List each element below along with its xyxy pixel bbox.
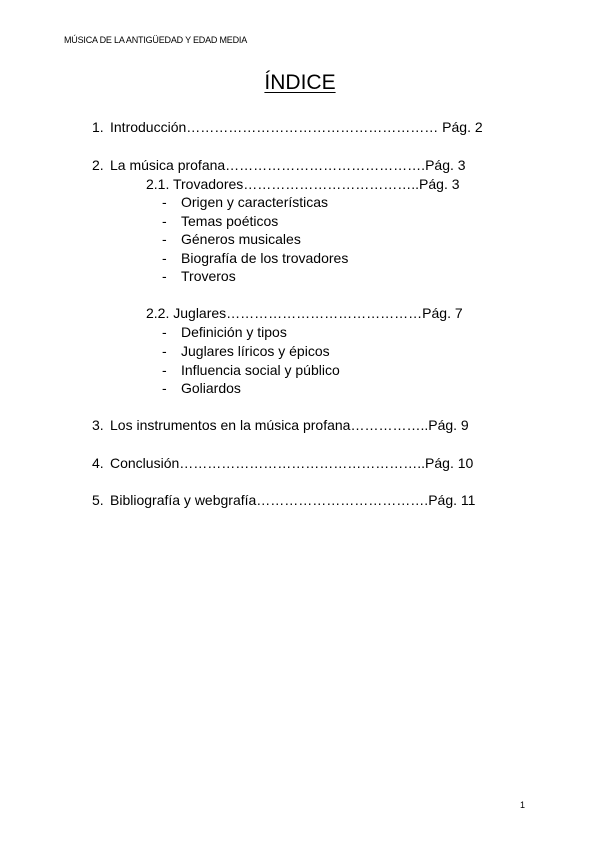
toc-entry-musica-profana[interactable] bbox=[92, 156, 466, 174]
toc-number: 3. bbox=[92, 417, 104, 433]
toc-subitem bbox=[162, 249, 348, 267]
toc-entry-text: 2.1. Trovadores………………………………..Pág. 3 bbox=[146, 176, 460, 192]
toc-subitem-text: Juglares líricos y épicos bbox=[181, 343, 330, 359]
toc-subitem-text: Temas poéticos bbox=[181, 213, 279, 229]
toc-entry-text: Introducción……………………………………………… Pág. 2 bbox=[110, 119, 483, 135]
toc-number: 1. bbox=[92, 119, 104, 135]
toc-subitem-text: Influencia social y público bbox=[181, 362, 340, 378]
bullet: - bbox=[162, 194, 167, 210]
toc-subitem-text: Goliardos bbox=[181, 380, 241, 396]
toc-number: 2. bbox=[92, 157, 104, 173]
toc-subitem bbox=[162, 193, 328, 211]
toc-subitem bbox=[162, 379, 241, 397]
bullet: - bbox=[162, 268, 167, 284]
toc-entry-juglares[interactable] bbox=[146, 304, 463, 322]
toc-entry-instrumentos[interactable] bbox=[92, 416, 469, 434]
toc-entry-text: 2.2. Juglares……………………………………Pág. 7 bbox=[146, 305, 463, 321]
toc-subitem-text: Biografía de los trovadores bbox=[181, 250, 349, 266]
running-header: MÚSICA DE LA ANTIGÜEDAD Y EDAD MEDIA bbox=[64, 35, 248, 45]
bullet: - bbox=[162, 324, 167, 340]
toc-entry-text: Conclusión……………………………………………..Pág. 10 bbox=[110, 455, 474, 471]
toc-number: 4. bbox=[92, 455, 104, 471]
toc-entry-text: La música profana…………………………………….Pág. 3 bbox=[110, 157, 466, 173]
toc-entry-introduccion[interactable] bbox=[92, 118, 483, 136]
page-title: ÍNDICE bbox=[264, 71, 336, 94]
toc-subitem bbox=[162, 267, 236, 285]
toc-subitem-text: Géneros musicales bbox=[181, 231, 301, 247]
bullet: - bbox=[162, 231, 167, 247]
bullet: - bbox=[162, 213, 167, 229]
toc-subitem-text: Troveros bbox=[181, 268, 236, 284]
page-number: 1 bbox=[519, 800, 525, 810]
toc-entry-text: Bibliografía y webgrafía……………………………….Pág. 11 bbox=[110, 492, 476, 508]
bullet: - bbox=[162, 362, 167, 378]
toc-entry-bibliografia[interactable] bbox=[92, 491, 475, 509]
bullet: - bbox=[162, 380, 167, 396]
toc-subitem bbox=[162, 212, 278, 230]
toc-subitem bbox=[162, 361, 340, 379]
toc-subitem-text: Definición y tipos bbox=[181, 324, 287, 340]
bullet: - bbox=[162, 250, 167, 266]
bullet: - bbox=[162, 343, 167, 359]
toc-entry-conclusion[interactable] bbox=[92, 454, 473, 472]
toc-entry-text: Los instrumentos en la música profana……………..Pág. 9 bbox=[110, 417, 469, 433]
toc-subitem bbox=[162, 342, 330, 360]
toc-number: 5. bbox=[92, 492, 104, 508]
toc-subitem-text: Origen y características bbox=[181, 194, 329, 210]
toc-subitem bbox=[162, 230, 301, 248]
toc-entry-trovadores[interactable] bbox=[146, 175, 460, 193]
toc-subitem bbox=[162, 323, 287, 341]
